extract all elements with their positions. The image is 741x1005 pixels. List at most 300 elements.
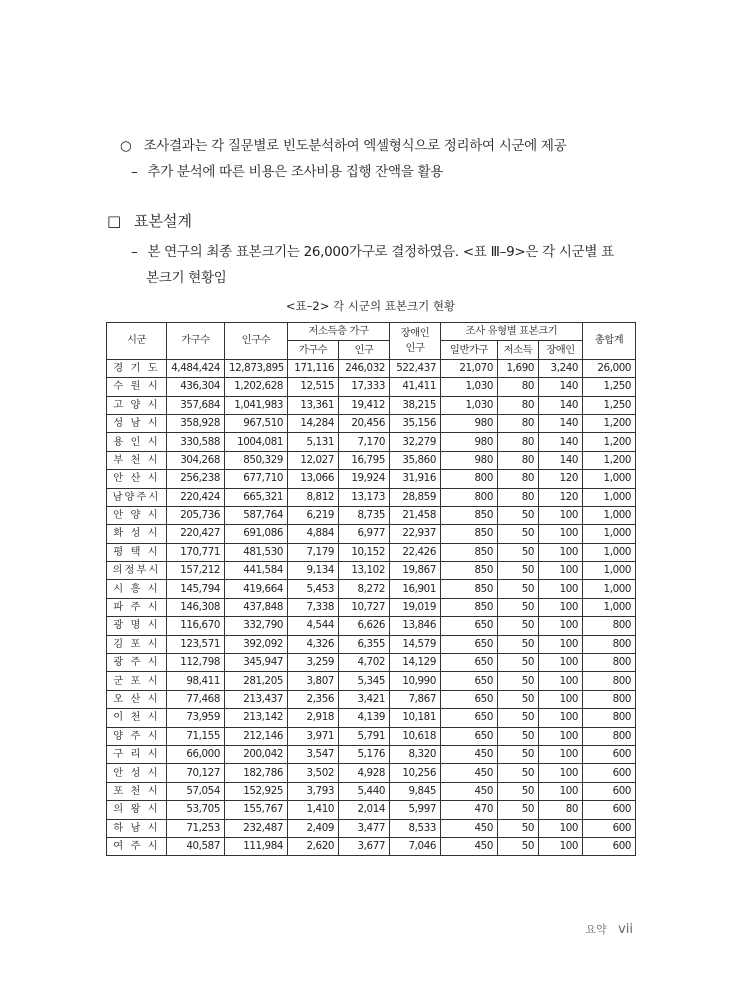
table-cell: 17,333 bbox=[339, 378, 390, 396]
table-cell: 800 bbox=[583, 709, 636, 727]
table-cell: 120 bbox=[539, 488, 583, 506]
table-cell: 2,409 bbox=[288, 819, 339, 837]
section-heading bbox=[107, 210, 192, 231]
table-cell: 57,054 bbox=[167, 782, 225, 800]
table-cell: 140 bbox=[539, 433, 583, 451]
header-sample-group: 조사 유형별 표본크기 bbox=[441, 323, 583, 341]
table-cell: 1004,081 bbox=[225, 433, 288, 451]
table-cell: 3,971 bbox=[288, 727, 339, 745]
table-cell: 850 bbox=[441, 543, 498, 561]
table-cell: 212,146 bbox=[225, 727, 288, 745]
table-row bbox=[107, 359, 636, 377]
table-row bbox=[107, 709, 636, 727]
table-cell: 600 bbox=[583, 764, 636, 782]
table-row bbox=[107, 378, 636, 396]
table-cell: 98,411 bbox=[167, 672, 225, 690]
table-cell: 650 bbox=[441, 617, 498, 635]
table-cell: 80 bbox=[498, 470, 539, 488]
circle-bullet-icon: ○ bbox=[120, 138, 132, 154]
table-cell: 100 bbox=[539, 506, 583, 524]
table-cell: 50 bbox=[498, 654, 539, 672]
table-row bbox=[107, 562, 636, 580]
table-cell: 4,702 bbox=[339, 654, 390, 672]
table-cell: 66,000 bbox=[167, 745, 225, 763]
table-cell: 171,116 bbox=[288, 359, 339, 377]
table-cell: 50 bbox=[498, 709, 539, 727]
table-cell: 50 bbox=[498, 782, 539, 800]
table-row bbox=[107, 654, 636, 672]
table-row bbox=[107, 727, 636, 745]
table-cell: 6,626 bbox=[339, 617, 390, 635]
table-row bbox=[107, 635, 636, 653]
table-cell: 1,200 bbox=[583, 414, 636, 432]
table-cell: 53,705 bbox=[167, 801, 225, 819]
table-cell: 12,027 bbox=[288, 451, 339, 469]
table-cell: 345,947 bbox=[225, 654, 288, 672]
table-cell: 21,458 bbox=[390, 506, 441, 524]
page-number: vii bbox=[618, 922, 633, 937]
table-cell: 213,437 bbox=[225, 690, 288, 708]
table-cell: 6,977 bbox=[339, 525, 390, 543]
table-cell: 450 bbox=[441, 819, 498, 837]
table-cell: 2,356 bbox=[288, 690, 339, 708]
table-cell: 2,620 bbox=[288, 837, 339, 855]
table-cell: 10,727 bbox=[339, 598, 390, 616]
table-cell: 100 bbox=[539, 745, 583, 763]
table-cell: 281,205 bbox=[225, 672, 288, 690]
table-cell: 4,326 bbox=[288, 635, 339, 653]
table-cell: 7,867 bbox=[390, 690, 441, 708]
table-cell: 232,487 bbox=[225, 819, 288, 837]
table-cell: 8,272 bbox=[339, 580, 390, 598]
table-cell: 73,959 bbox=[167, 709, 225, 727]
table-cell: 665,321 bbox=[225, 488, 288, 506]
table-cell: 10,152 bbox=[339, 543, 390, 561]
table-cell: 50 bbox=[498, 543, 539, 561]
table-cell: 145,794 bbox=[167, 580, 225, 598]
table-cell: 800 bbox=[583, 727, 636, 745]
table-cell: 5,176 bbox=[339, 745, 390, 763]
section-desc-line2 bbox=[146, 266, 226, 286]
table-cell: 358,928 bbox=[167, 414, 225, 432]
table-cell: 850 bbox=[441, 598, 498, 616]
table-cell: 28,859 bbox=[390, 488, 441, 506]
section-title: 표본설계 bbox=[133, 212, 192, 230]
row-city-cell: 화 성 시 bbox=[107, 525, 167, 543]
table-cell: 14,129 bbox=[390, 654, 441, 672]
bullet-circle-text: 조사결과는 각 질문별로 빈도분석하여 엑셀형식으로 정리하여 시군에 제공 bbox=[143, 138, 567, 154]
table-cell: 1,000 bbox=[583, 543, 636, 561]
table-cell: 650 bbox=[441, 654, 498, 672]
table-cell: 80 bbox=[498, 488, 539, 506]
table-cell: 3,477 bbox=[339, 819, 390, 837]
row-city-cell: 평 택 시 bbox=[107, 543, 167, 561]
table-row bbox=[107, 819, 636, 837]
table-cell: 332,790 bbox=[225, 617, 288, 635]
table-cell: 26,000 bbox=[583, 359, 636, 377]
table-cell: 4,139 bbox=[339, 709, 390, 727]
table-cell: 850 bbox=[441, 506, 498, 524]
row-city-cell: 부 천 시 bbox=[107, 451, 167, 469]
row-city-cell: 수 원 시 bbox=[107, 378, 167, 396]
table-cell: 50 bbox=[498, 506, 539, 524]
header-low-population: 인구 bbox=[339, 341, 390, 359]
row-city-cell: 김 포 시 bbox=[107, 635, 167, 653]
table-cell: 50 bbox=[498, 764, 539, 782]
row-city-cell: 하 남 시 bbox=[107, 819, 167, 837]
table-cell: 4,884 bbox=[288, 525, 339, 543]
table-cell: 450 bbox=[441, 764, 498, 782]
table-cell: 100 bbox=[539, 709, 583, 727]
table-cell: 205,736 bbox=[167, 506, 225, 524]
table-cell: 3,421 bbox=[339, 690, 390, 708]
header-low-households: 가구수 bbox=[288, 341, 339, 359]
table-cell: 1,030 bbox=[441, 378, 498, 396]
table-cell: 100 bbox=[539, 782, 583, 800]
table-cell: 80 bbox=[539, 801, 583, 819]
table-row bbox=[107, 598, 636, 616]
table-cell: 14,579 bbox=[390, 635, 441, 653]
table-cell: 10,990 bbox=[390, 672, 441, 690]
row-city-cell: 의정부시 bbox=[107, 562, 167, 580]
table-cell: 71,155 bbox=[167, 727, 225, 745]
table-cell: 19,019 bbox=[390, 598, 441, 616]
table-cell: 13,846 bbox=[390, 617, 441, 635]
table-cell: 1,000 bbox=[583, 580, 636, 598]
table-cell: 50 bbox=[498, 672, 539, 690]
table-row bbox=[107, 745, 636, 763]
table-cell: 2,014 bbox=[339, 801, 390, 819]
table-cell: 600 bbox=[583, 782, 636, 800]
table-cell: 50 bbox=[498, 801, 539, 819]
table-cell: 1,202,628 bbox=[225, 378, 288, 396]
table-cell: 677,710 bbox=[225, 470, 288, 488]
table-cell: 146,308 bbox=[167, 598, 225, 616]
table-cell: 850,329 bbox=[225, 451, 288, 469]
table-cell: 8,320 bbox=[390, 745, 441, 763]
dash-bullet-icon: – bbox=[131, 164, 138, 180]
row-city-cell: 시 흥 시 bbox=[107, 580, 167, 598]
table-cell: 170,771 bbox=[167, 543, 225, 561]
table-row bbox=[107, 764, 636, 782]
table-cell: 20,456 bbox=[339, 414, 390, 432]
table-cell: 10,181 bbox=[390, 709, 441, 727]
table-cell: 3,502 bbox=[288, 764, 339, 782]
table-cell: 7,179 bbox=[288, 543, 339, 561]
section-desc-text2: 본크기 현황임 bbox=[146, 270, 227, 286]
table-cell: 8,735 bbox=[339, 506, 390, 524]
table-cell: 50 bbox=[498, 745, 539, 763]
header-disabled-sample: 장애인 bbox=[539, 341, 583, 359]
table-cell: 16,795 bbox=[339, 451, 390, 469]
table-cell: 100 bbox=[539, 617, 583, 635]
table-cell: 392,092 bbox=[225, 635, 288, 653]
table-cell: 7,338 bbox=[288, 598, 339, 616]
row-city-cell: 의 왕 시 bbox=[107, 801, 167, 819]
table-row bbox=[107, 782, 636, 800]
table-cell: 112,798 bbox=[167, 654, 225, 672]
table-cell: 13,173 bbox=[339, 488, 390, 506]
table-cell: 50 bbox=[498, 617, 539, 635]
table-caption: <표–2> 각 시군의 표본크기 현황 bbox=[285, 299, 456, 313]
header-disabled: 장애인 인구 bbox=[390, 323, 441, 360]
table-cell: 1,000 bbox=[583, 598, 636, 616]
table-cell: 800 bbox=[441, 488, 498, 506]
table-cell: 304,268 bbox=[167, 451, 225, 469]
row-city-cell: 양 주 시 bbox=[107, 727, 167, 745]
row-city-cell: 구 리 시 bbox=[107, 745, 167, 763]
table-cell: 450 bbox=[441, 837, 498, 855]
table-cell: 35,156 bbox=[390, 414, 441, 432]
table-row bbox=[107, 470, 636, 488]
table-cell: 12,873,895 bbox=[225, 359, 288, 377]
table-cell: 441,584 bbox=[225, 562, 288, 580]
table-cell: 800 bbox=[441, 470, 498, 488]
table-cell: 140 bbox=[539, 378, 583, 396]
table-cell: 50 bbox=[498, 690, 539, 708]
row-city-cell: 고 양 시 bbox=[107, 396, 167, 414]
table-cell: 5,131 bbox=[288, 433, 339, 451]
table-cell: 16,901 bbox=[390, 580, 441, 598]
table-cell: 80 bbox=[498, 414, 539, 432]
row-city-cell: 오 산 시 bbox=[107, 690, 167, 708]
table-cell: 600 bbox=[583, 745, 636, 763]
table-cell: 70,127 bbox=[167, 764, 225, 782]
table-cell: 3,677 bbox=[339, 837, 390, 855]
table-cell: 100 bbox=[539, 672, 583, 690]
table-cell: 41,411 bbox=[390, 378, 441, 396]
table-cell: 5,453 bbox=[288, 580, 339, 598]
dash-bullet-icon: – bbox=[131, 244, 138, 260]
table-cell: 1,000 bbox=[583, 488, 636, 506]
table-cell: 3,807 bbox=[288, 672, 339, 690]
table-cell: 32,279 bbox=[390, 433, 441, 451]
table-cell: 100 bbox=[539, 654, 583, 672]
table-cell: 600 bbox=[583, 819, 636, 837]
table-cell: 330,588 bbox=[167, 433, 225, 451]
row-city-cell: 이 천 시 bbox=[107, 709, 167, 727]
table-cell: 5,791 bbox=[339, 727, 390, 745]
table-cell: 1,250 bbox=[583, 396, 636, 414]
table-cell: 13,066 bbox=[288, 470, 339, 488]
table-cell: 450 bbox=[441, 745, 498, 763]
table-cell: 1,000 bbox=[583, 506, 636, 524]
table-cell: 800 bbox=[583, 672, 636, 690]
table-cell: 38,215 bbox=[390, 396, 441, 414]
table-cell: 220,424 bbox=[167, 488, 225, 506]
table-cell: 123,571 bbox=[167, 635, 225, 653]
row-city-cell: 광 주 시 bbox=[107, 654, 167, 672]
table-cell: 140 bbox=[539, 451, 583, 469]
table-cell: 5,997 bbox=[390, 801, 441, 819]
table-cell: 50 bbox=[498, 525, 539, 543]
row-city-cell: 경 기 도 bbox=[107, 359, 167, 377]
table-cell: 1,250 bbox=[583, 378, 636, 396]
table-cell: 12,515 bbox=[288, 378, 339, 396]
table-cell: 3,240 bbox=[539, 359, 583, 377]
table-row bbox=[107, 690, 636, 708]
table-row bbox=[107, 672, 636, 690]
table-cell: 6,219 bbox=[288, 506, 339, 524]
table-cell: 100 bbox=[539, 543, 583, 561]
table-cell: 256,238 bbox=[167, 470, 225, 488]
table-cell: 50 bbox=[498, 580, 539, 598]
table-cell: 71,253 bbox=[167, 819, 225, 837]
table-cell: 650 bbox=[441, 635, 498, 653]
table-cell: 50 bbox=[498, 837, 539, 855]
table-cell: 100 bbox=[539, 764, 583, 782]
table-cell: 8,812 bbox=[288, 488, 339, 506]
header-population: 인구수 bbox=[225, 323, 288, 360]
table-cell: 100 bbox=[539, 819, 583, 837]
table-cell: 13,361 bbox=[288, 396, 339, 414]
table-cell: 100 bbox=[539, 525, 583, 543]
table-cell: 100 bbox=[539, 837, 583, 855]
table-cell: 100 bbox=[539, 562, 583, 580]
table-cell: 182,786 bbox=[225, 764, 288, 782]
table-cell: 140 bbox=[539, 414, 583, 432]
table-cell: 50 bbox=[498, 635, 539, 653]
table-cell: 157,212 bbox=[167, 562, 225, 580]
table-cell: 10,256 bbox=[390, 764, 441, 782]
table-cell: 800 bbox=[583, 617, 636, 635]
row-city-cell: 안 양 시 bbox=[107, 506, 167, 524]
table-cell: 100 bbox=[539, 580, 583, 598]
table-cell: 246,032 bbox=[339, 359, 390, 377]
table-cell: 100 bbox=[539, 727, 583, 745]
table-cell: 80 bbox=[498, 396, 539, 414]
table-cell: 5,345 bbox=[339, 672, 390, 690]
table-row bbox=[107, 433, 636, 451]
table-cell: 50 bbox=[498, 562, 539, 580]
table-cell: 419,664 bbox=[225, 580, 288, 598]
table-cell: 5,440 bbox=[339, 782, 390, 800]
table-cell: 980 bbox=[441, 451, 498, 469]
header-households: 가구수 bbox=[167, 323, 225, 360]
table-row bbox=[107, 617, 636, 635]
section-desc-text1: 본 연구의 최종 표본크기는 26,000가구로 결정하였음. <표 Ⅲ–9>은 각 시군별 표 bbox=[147, 244, 614, 260]
table-cell: 437,848 bbox=[225, 598, 288, 616]
table-cell: 100 bbox=[539, 598, 583, 616]
header-low-income: 저소득 bbox=[498, 341, 539, 359]
table-row bbox=[107, 488, 636, 506]
table-cell: 3,793 bbox=[288, 782, 339, 800]
table-cell: 850 bbox=[441, 525, 498, 543]
table-cell: 2,918 bbox=[288, 709, 339, 727]
table-cell: 200,042 bbox=[225, 745, 288, 763]
table-cell: 980 bbox=[441, 414, 498, 432]
table-cell: 19,867 bbox=[390, 562, 441, 580]
table-cell: 22,937 bbox=[390, 525, 441, 543]
table-cell: 800 bbox=[583, 635, 636, 653]
table-cell: 19,924 bbox=[339, 470, 390, 488]
table-cell: 100 bbox=[539, 635, 583, 653]
table-cell: 1,000 bbox=[583, 470, 636, 488]
table-cell: 967,510 bbox=[225, 414, 288, 432]
table-cell: 9,134 bbox=[288, 562, 339, 580]
table-cell: 40,587 bbox=[167, 837, 225, 855]
table-cell: 9,845 bbox=[390, 782, 441, 800]
table-cell: 1,690 bbox=[498, 359, 539, 377]
table-cell: 650 bbox=[441, 709, 498, 727]
table-cell: 155,767 bbox=[225, 801, 288, 819]
bullet-circle-line bbox=[120, 134, 566, 154]
footer-label: 요약 bbox=[585, 923, 607, 936]
table-row bbox=[107, 525, 636, 543]
table-cell: 50 bbox=[498, 598, 539, 616]
table-cell: 19,412 bbox=[339, 396, 390, 414]
table-cell: 691,086 bbox=[225, 525, 288, 543]
table-cell: 600 bbox=[583, 801, 636, 819]
row-city-cell: 여 주 시 bbox=[107, 837, 167, 855]
table-cell: 4,544 bbox=[288, 617, 339, 635]
header-city: 시군 bbox=[107, 323, 167, 360]
table-cell: 850 bbox=[441, 580, 498, 598]
table-cell: 470 bbox=[441, 801, 498, 819]
table-cell: 1,000 bbox=[583, 562, 636, 580]
table-cell: 80 bbox=[498, 378, 539, 396]
table-cell: 7,170 bbox=[339, 433, 390, 451]
table-cell: 100 bbox=[539, 690, 583, 708]
table-cell: 587,764 bbox=[225, 506, 288, 524]
table-cell: 1,030 bbox=[441, 396, 498, 414]
table-row bbox=[107, 396, 636, 414]
row-city-cell: 성 남 시 bbox=[107, 414, 167, 432]
table-body bbox=[107, 359, 636, 856]
row-city-cell: 광 명 시 bbox=[107, 617, 167, 635]
table-cell: 213,142 bbox=[225, 709, 288, 727]
table-cell: 111,984 bbox=[225, 837, 288, 855]
table-cell: 650 bbox=[441, 690, 498, 708]
table-cell: 10,618 bbox=[390, 727, 441, 745]
table-row bbox=[107, 506, 636, 524]
table-cell: 152,925 bbox=[225, 782, 288, 800]
row-city-cell: 파 주 시 bbox=[107, 598, 167, 616]
table-cell: 4,484,424 bbox=[167, 359, 225, 377]
table-cell: 522,437 bbox=[390, 359, 441, 377]
table-cell: 8,533 bbox=[390, 819, 441, 837]
table-cell: 13,102 bbox=[339, 562, 390, 580]
row-city-cell: 남양주시 bbox=[107, 488, 167, 506]
table-cell: 980 bbox=[441, 433, 498, 451]
table-cell: 600 bbox=[583, 837, 636, 855]
table-cell: 650 bbox=[441, 672, 498, 690]
table-cell: 7,046 bbox=[390, 837, 441, 855]
table-row bbox=[107, 543, 636, 561]
table-cell: 3,547 bbox=[288, 745, 339, 763]
table-cell: 481,530 bbox=[225, 543, 288, 561]
section-desc-line1 bbox=[131, 240, 614, 260]
row-city-cell: 군 포 시 bbox=[107, 672, 167, 690]
table-cell: 50 bbox=[498, 819, 539, 837]
table-cell: 357,684 bbox=[167, 396, 225, 414]
page-footer bbox=[585, 921, 633, 937]
table-row bbox=[107, 837, 636, 855]
table-cell: 4,928 bbox=[339, 764, 390, 782]
table-cell: 1,000 bbox=[583, 525, 636, 543]
table-cell: 22,426 bbox=[390, 543, 441, 561]
bullet-dash-line bbox=[131, 160, 443, 180]
bullet-dash-text: 추가 분석에 따른 비용은 조사비용 집행 잔액을 활용 bbox=[147, 164, 443, 180]
table-cell: 14,284 bbox=[288, 414, 339, 432]
table-cell: 21,070 bbox=[441, 359, 498, 377]
table-cell: 50 bbox=[498, 727, 539, 745]
row-city-cell: 안 산 시 bbox=[107, 470, 167, 488]
table-cell: 3,259 bbox=[288, 654, 339, 672]
table-cell: 1,410 bbox=[288, 801, 339, 819]
table-cell: 120 bbox=[539, 470, 583, 488]
table-cell: 116,670 bbox=[167, 617, 225, 635]
